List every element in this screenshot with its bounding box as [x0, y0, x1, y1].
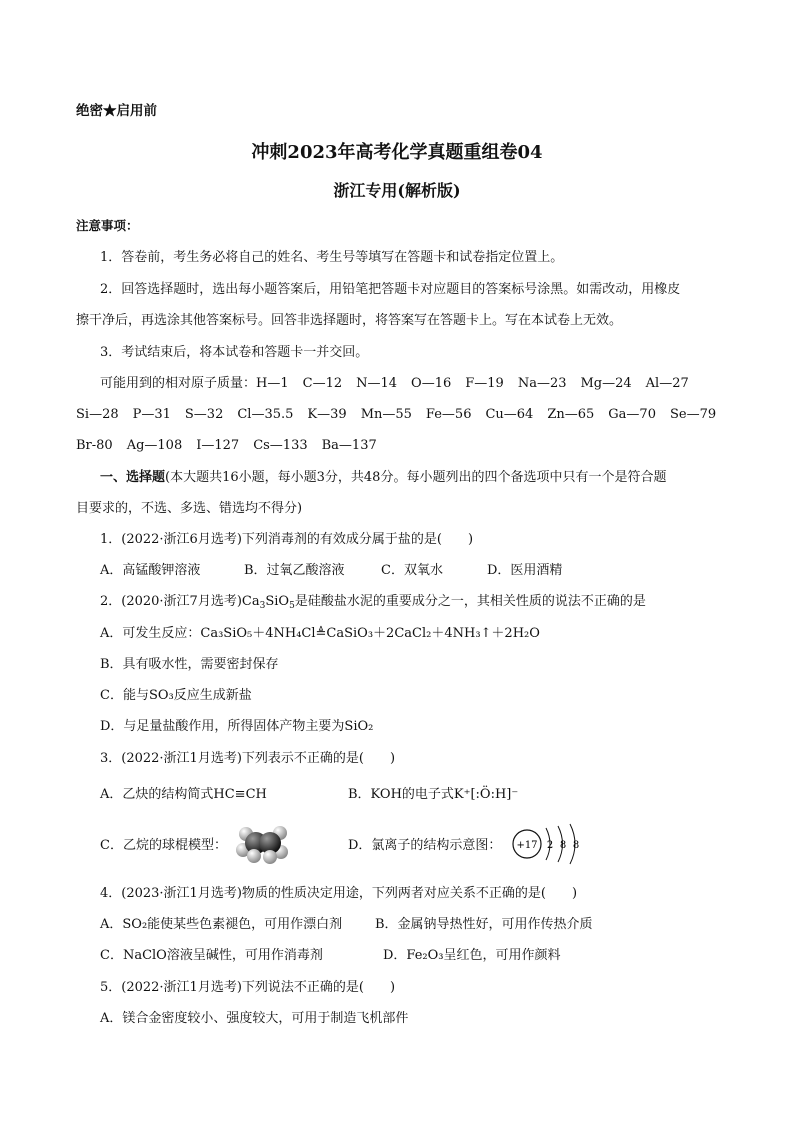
- shell-3-count: 8: [572, 840, 580, 851]
- mass-h: H—1: [256, 376, 289, 391]
- secret-label: 绝密★启用前: [76, 103, 157, 119]
- page-subtitle: 浙江专用(解析版): [333, 181, 461, 200]
- q3-option-b: B．KOH的电子式K⁺[:Ö:H]⁻: [348, 787, 519, 802]
- notice-item-2-cont: 擦干净后，再选涂其他答案标号。回答非选择题时，将答案写在答题卡上。写在本试卷上无效。: [76, 313, 623, 328]
- q4-option-c: C．NaClO溶液呈碱性，可用作消毒剂: [100, 948, 323, 963]
- mass-cu: Cu—64: [485, 407, 534, 422]
- mass-p: P—31: [132, 407, 171, 422]
- shell-1-count: 2: [546, 840, 554, 851]
- mass-mg: Mg—24: [580, 376, 632, 391]
- mass-br: Br-80: [76, 438, 113, 453]
- mass-fe: Fe—56: [425, 407, 472, 422]
- q1-option-c: C．双氧水: [381, 563, 443, 578]
- q2-stem-post: 是硅酸盐水泥的重要成分之一，其相关性质的说法不正确的是: [294, 594, 646, 609]
- question-1-options: [100, 563, 562, 579]
- q1-option-d: D．医用酒精: [487, 563, 563, 578]
- atomic-mass-row-2: [76, 407, 716, 423]
- question-1-stem: 1．(2022·浙江6月选考)下列消毒剂的有效成分属于盐的是( ): [100, 532, 474, 547]
- q2-option-c: C．能与SO₃反应生成新盐: [100, 688, 252, 703]
- mass-c: C—12: [302, 376, 343, 391]
- q3-option-d: D．氯离子的结构示意图：: [348, 838, 502, 853]
- question-3-stem: 3．(2022·浙江1月选考)下列表示不正确的是( ): [100, 751, 396, 766]
- mass-s: S—32: [184, 407, 224, 422]
- page-title: 冲刺2023年高考化学真题重组卷04: [251, 142, 543, 163]
- atomic-mass-label: 可能用到的相对原子质量：: [100, 376, 257, 391]
- mass-al: Al—27: [645, 376, 689, 391]
- q3-option-c: C．乙烷的球棍模型：: [100, 838, 227, 853]
- q2-option-b: B．具有吸水性，需要密封保存: [100, 657, 279, 672]
- mass-k: K—39: [307, 407, 347, 422]
- shell-2-count: 8: [559, 840, 567, 851]
- q2-option-a: A．可发生反应：Ca₃SiO₅＋4NH₄Cl≜CaSiO₃＋2CaCl₂＋4NH₃↑＋2H₂O: [100, 626, 540, 641]
- mass-f: F—19: [465, 376, 504, 391]
- question-5-stem: 5．(2022·浙江1月选考)下列说法不正确的是( ): [100, 980, 396, 995]
- notice-item-2: 2．回答选择题时，选出每小题答案后，用铅笔把答题卡对应题目的答案标号涂黑。如需改动，用橡皮: [100, 282, 681, 297]
- q4-option-b: B．金属钠导热性好，可用作传热介质: [375, 917, 593, 932]
- q3-option-a: A．乙炔的结构简式HC≡CH: [100, 787, 267, 802]
- q1-option-a: A．高锰酸钾溶液: [100, 563, 201, 578]
- mass-se: Se—79: [669, 407, 717, 422]
- notice-heading: 注意事项：: [76, 218, 139, 233]
- mass-n: N—14: [356, 376, 398, 391]
- mass-cl: Cl—35.5: [237, 407, 294, 422]
- section-desc: (本大题共16小题，每小题3分，共48分。每小题列出的四个备选项中只有一个是符合题: [165, 470, 667, 485]
- question-4-stem: 4．(2023·浙江1月选考)物质的性质决定用途，下列两者对应关系不正确的是( ): [100, 886, 578, 901]
- mass-i: I—127: [196, 438, 240, 453]
- section-title: 一、选择题: [100, 470, 166, 485]
- ethane-ball-stick-model: [234, 822, 290, 864]
- notice-item-3: 3．考试结束后，将本试卷和答题卡一并交回。: [100, 345, 369, 360]
- atomic-mass-row-1: [100, 376, 689, 392]
- q2-stem-sub1: 3: [259, 601, 266, 611]
- section-desc-cont: 目要求的，不选、多选、错选均不得分): [76, 501, 303, 516]
- mass-cs: Cs—133: [253, 438, 308, 453]
- question-2-stem: [100, 594, 646, 614]
- q5-option-a: A．镁合金密度较小、强度较大，可用于制造飞机部件: [100, 1011, 409, 1026]
- q2-option-d: D．与足量盐酸作用，所得固体产物主要为SiO₂: [100, 719, 374, 734]
- mass-na: Na—23: [517, 376, 567, 391]
- mass-mn: Mn—55: [360, 407, 412, 422]
- q2-stem-mid: SiO: [265, 594, 290, 609]
- mass-o: O—16: [411, 376, 452, 391]
- chloride-ion-structure-diagram: [510, 820, 590, 868]
- q2-stem-sub2: 5: [289, 601, 295, 611]
- mass-si: Si—28: [76, 407, 119, 422]
- section-heading: [100, 470, 666, 486]
- q1-option-b: B．过氧乙酸溶液: [244, 563, 345, 578]
- mass-zn: Zn—65: [547, 407, 595, 422]
- notice-item-1: 1．答卷前，考生务必将自己的姓名、考生号等填写在答题卡和试卷指定位置上。: [100, 250, 564, 265]
- nucleus-label: +17: [516, 840, 538, 851]
- mass-ag: Ag—108: [126, 438, 183, 453]
- atomic-mass-row-3: [76, 438, 391, 454]
- mass-ba: Ba—137: [321, 438, 377, 453]
- mass-ga: Ga—70: [608, 407, 656, 422]
- q4-option-d: D．Fe₂O₃呈红色，可用作颜料: [383, 948, 561, 963]
- q4-option-a: A．SO₂能使某些色素褪色，可用作漂白剂: [100, 917, 343, 932]
- q2-stem-pre: 2．(2020·浙江7月选考)Ca: [100, 594, 260, 609]
